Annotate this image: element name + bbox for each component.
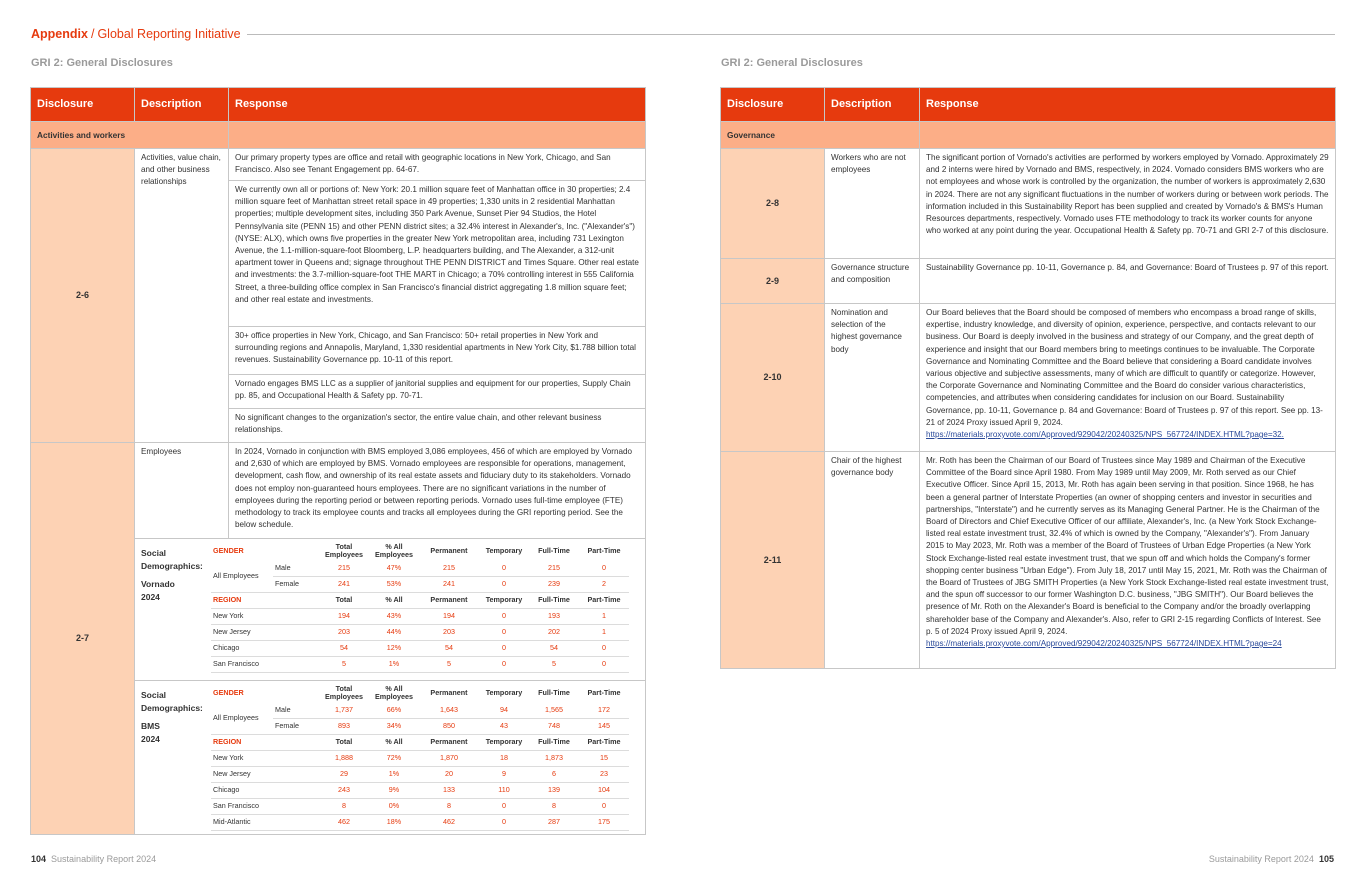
value-cell: 0 xyxy=(579,561,629,577)
value-cell: 18% xyxy=(369,815,419,831)
value-cell: 0 xyxy=(479,561,529,577)
header-cell: Full-Time xyxy=(529,735,579,751)
response-cell xyxy=(920,304,1336,452)
region-name: New York xyxy=(211,609,319,625)
value-cell: 172 xyxy=(579,703,629,719)
category-label: Governance xyxy=(721,122,920,149)
header-cell: % All xyxy=(369,735,419,751)
value-cell: 43 xyxy=(479,719,529,735)
header-cell: Temporary xyxy=(485,545,523,555)
value-cell: 9% xyxy=(369,783,419,799)
table-header-row xyxy=(31,88,646,122)
region-name: San Francisco xyxy=(211,657,319,673)
right-section-title: GRI 2: General Disclosures xyxy=(721,57,863,69)
value-cell: 0 xyxy=(479,815,529,831)
table-row xyxy=(31,443,646,539)
value-cell: 1% xyxy=(369,657,419,673)
category-row xyxy=(31,122,646,149)
value-cell: 54 xyxy=(319,641,369,657)
value-cell: 1,643 xyxy=(419,703,479,719)
category-label: Activities and workers xyxy=(31,122,229,149)
gender-label-cell: Female xyxy=(273,719,319,735)
value-cell: 72% xyxy=(369,751,419,767)
value-cell: 110 xyxy=(479,783,529,799)
value-cell: 1 xyxy=(579,609,629,625)
table-row xyxy=(721,149,1336,259)
header-cell: Total Employees xyxy=(325,541,363,559)
header-cell: Temporary xyxy=(479,735,529,751)
header-cell: Part-Time xyxy=(579,593,629,609)
response-text: Our Board believes that the Board should be composed of members who encompass a broad range of skills, expertise, industry knowledge, and diversity of opinion, experience, perspective, and contacts relevant to our business. Our Board is deeply involved in the business and strategy of our Company, and the great depth of experience and insight that our Board members bring to meetings continues to be invaluable. The Corporate Governance and Nominating Committee and the Board believe that considering a Board candidate involves various objective and subjective assessments, many of which are difficult to quantify or categorize. However, the Corporate Governance and Nominating Committee and the Board do consider various characteristics, competencies, and attributes when considering candidates for inclusion on our Board. Sustainability Governance, pp. 10-11, Governance p. 84 and Governance: Board of Trustees p. 97 of this report. See pp. 13-21 of 2024 Proxy issued April 9, 2024. xyxy=(926,308,1323,427)
disclosure-description: Activities, value chain, and other business relationships xyxy=(135,149,229,443)
region-row xyxy=(211,641,629,657)
value-cell: 1,888 xyxy=(319,751,369,767)
value-cell: 104 xyxy=(579,783,629,799)
demo-label-year: 2024 xyxy=(141,733,160,744)
header-cell: Temporary xyxy=(479,593,529,609)
header-cell: Full-Time xyxy=(538,687,570,697)
value-cell: 0 xyxy=(479,609,529,625)
demo-label-demographics: Demographics: xyxy=(141,560,203,571)
value-cell: 193 xyxy=(529,609,579,625)
value-cell: 202 xyxy=(529,625,579,641)
gender-row-male xyxy=(211,561,629,577)
demo-label-social: Social xyxy=(141,690,167,700)
header-cell: % All Employees xyxy=(375,541,413,559)
header-cell: % All xyxy=(369,593,419,609)
disclosure-description: Governance structure and composition xyxy=(825,259,920,304)
table-row xyxy=(721,304,1336,452)
value-cell: 54 xyxy=(529,641,579,657)
value-cell: 241 xyxy=(319,577,369,593)
value-cell: 215 xyxy=(419,561,479,577)
disclosure-description: Nomination and selection of the highest governance body xyxy=(825,304,920,452)
header-cell: Permanent xyxy=(430,545,468,555)
region-name: Mid-Atlantic xyxy=(211,815,319,831)
col-response: Response xyxy=(920,88,1336,122)
col-disclosure: Disclosure xyxy=(721,88,825,122)
header-cell: Permanent xyxy=(419,735,479,751)
value-cell: 139 xyxy=(529,783,579,799)
response-text: No significant changes to the organization's sector, the entire value chain, and other relevant business relationships. xyxy=(229,409,646,443)
response-text: Mr. Roth has been the Chairman of our Board of Trustees since May 1989 and Chairman of the Executive Committee of the Board since April 1980. From May 1989 until May 2009, Mr. Roth served as our Chief Executive Officer. Since April 15, 2013, Mr. Roth has again been serving in that position. Since 1968, he has been a general partner of Interstate Properties (an owner of shopping centers and investor in securities and partnerships, "Interstate") and he currently serves as its Managing General Partner. He is the Chairman of the Board of Directors and Chief Executive Officer of our affiliate, Alexander's, Inc. (a New York Stock Exchange-listed real estate investment trust, 32.4% of which is owned by the Company, "Alexander's"). From January 2015 to May 2023, Mr. Roth was a member of the Board of Trustees of Urban Edge Properties (a New York Stock Exchange-listed real estate investment trust, that we spun off and which holds the Company's former shopping center business "Urban Edge"). From July 18, 2017 until May 15, 2021, Mr. Roth was the Chairman of the Board of Trustees of JBG SMITH Properties (a New York Stock Exchange-listed real estate investment trust, and the spun off successor to our former Washington D.C. business, "JBG SMITH"). Our Board believes the presence of Mr. Roth on the Alexander's Board is beneficial to the Company and/or the broadly overlapping shareholder base of the Company and Alexander's. Also, refer to GRI 2-15 regarding Conflicts of Interest. See p. 5 of 2024 Proxy issued April 9, 2024. xyxy=(926,456,1329,636)
demographics-label xyxy=(135,539,211,673)
region-label: REGION xyxy=(211,593,319,609)
disclosure-code: 2-9 xyxy=(721,259,825,304)
value-cell: 54 xyxy=(419,641,479,657)
region-label: REGION xyxy=(211,735,319,751)
table-header-row xyxy=(721,88,1336,122)
proxy-link[interactable]: https://materials.proxyvote.com/Approved/929042/20240325/NPS_567724/INDEX.HTML?page=32. xyxy=(926,430,1284,440)
gender-label-cell: Female xyxy=(273,577,319,593)
gender-row-female xyxy=(211,719,629,735)
all-employees-label: All Employees xyxy=(211,561,273,593)
header-cell: Permanent xyxy=(419,593,479,609)
left-section-title: GRI 2: General Disclosures xyxy=(31,57,173,69)
right-footer xyxy=(1209,854,1334,864)
response-text: Our primary property types are office and retail with geographic locations in New York, Chicago, and San Francisco. Also see Tenant Engagement pp. 64-67. xyxy=(229,149,646,181)
header-cell: Part-Time xyxy=(587,545,621,555)
value-cell: 1,870 xyxy=(419,751,479,767)
value-cell: 23 xyxy=(579,767,629,783)
region-row xyxy=(211,767,629,783)
value-cell: 66% xyxy=(369,703,419,719)
response-text: Vornado engages BMS LLC as a supplier of janitorial supplies and equipment for our properties, Supply Chain pp. 85, and Occupational Health & Safety pp. 70-71. xyxy=(229,375,646,409)
value-cell: 94 xyxy=(479,703,529,719)
region-row xyxy=(211,815,629,831)
value-cell: 0 xyxy=(479,799,529,815)
region-header-row xyxy=(211,593,629,609)
value-cell: 29 xyxy=(319,767,369,783)
category-row xyxy=(721,122,1336,149)
demographics-cell-bms xyxy=(135,681,646,835)
demographics-table xyxy=(211,683,629,831)
header-cell: Full-Time xyxy=(538,545,570,555)
header-cell: Permanent xyxy=(430,687,468,697)
value-cell: 15 xyxy=(579,751,629,767)
value-cell: 18 xyxy=(479,751,529,767)
value-cell: 6 xyxy=(529,767,579,783)
value-cell: 5 xyxy=(419,657,479,673)
disclosure-description: Chair of the highest governance body xyxy=(825,452,920,669)
category-blank xyxy=(920,122,1336,149)
demographics-table xyxy=(211,541,629,673)
col-response: Response xyxy=(229,88,646,122)
region-name: Chicago xyxy=(211,783,319,799)
gender-label-cell: Male xyxy=(273,561,319,577)
value-cell: 0 xyxy=(479,577,529,593)
value-cell: 1,873 xyxy=(529,751,579,767)
value-cell: 0% xyxy=(369,799,419,815)
value-cell: 0 xyxy=(479,657,529,673)
response-text: The significant portion of Vornado's activities are performed by workers employed by Vornado. Approximately 29 and 2 interns were hired by Vornado and BMS, respectively, in 2024. Vornado considers BMS workers who are not employees and whose work is controlled by the organization, the number of workers is approximately 2,630 in 2024. There are not any significant fluctuations in the number of workers during or between work periods. The information included in this Sustainability Report has been supplied and created by Vornado's & BMS's Human Resources departments, respectively. Vornado uses FTE methodology to track its worker counts for anyone who worked at any point during the year. Occupational Health & Safety pp. 70-71 and GRI 2-7 of this disclosure. xyxy=(920,149,1336,259)
value-cell: 194 xyxy=(419,609,479,625)
region-row xyxy=(211,783,629,799)
left-footer xyxy=(31,854,156,864)
region-name: Chicago xyxy=(211,641,319,657)
header-section: Global Reporting Initiative xyxy=(97,27,241,41)
gender-label-cell: Male xyxy=(273,703,319,719)
value-cell: 175 xyxy=(579,815,629,831)
demo-label-year: 2024 xyxy=(141,591,160,602)
demo-label-org: Vornado xyxy=(141,579,175,589)
value-cell: 0 xyxy=(479,625,529,641)
region-name: New Jersey xyxy=(211,767,319,783)
table-row xyxy=(721,259,1336,304)
category-blank xyxy=(229,122,646,149)
demo-label-social: Social xyxy=(141,548,167,558)
col-description: Description xyxy=(825,88,920,122)
response-cell xyxy=(920,452,1336,669)
header-cell: Total xyxy=(319,593,369,609)
value-cell: 462 xyxy=(319,815,369,831)
header-cell: Part-Time xyxy=(587,687,621,697)
value-cell: 43% xyxy=(369,609,419,625)
value-cell: 241 xyxy=(419,577,479,593)
value-cell: 44% xyxy=(369,625,419,641)
value-cell: 12% xyxy=(369,641,419,657)
value-cell: 748 xyxy=(529,719,579,735)
demographics-cell-vornado xyxy=(135,539,646,681)
value-cell: 2 xyxy=(579,577,629,593)
value-cell: 1% xyxy=(369,767,419,783)
response-text: 30+ office properties in New York, Chicago, and San Francisco: 50+ retail properties in New York and surrounding regions and Annapolis, Maryland, 1,330 residential apartments in New York City, $1.788 billion total revenues. Sustainability Governance pp. 10-11 of this report. xyxy=(229,327,646,375)
demo-label-demographics: Demographics: xyxy=(141,702,203,713)
response-text: Sustainability Governance pp. 10-11, Governance p. 84, and Governance: Board of Trustees p. 97 of this report. xyxy=(920,259,1336,304)
value-cell: 133 xyxy=(419,783,479,799)
value-cell: 5 xyxy=(529,657,579,673)
gender-header-row xyxy=(211,683,629,703)
page-header xyxy=(31,26,1335,42)
value-cell: 1,565 xyxy=(529,703,579,719)
col-disclosure: Disclosure xyxy=(31,88,135,122)
response-text: We currently own all or portions of: New York: 20.1 million square feet of Manhattan office in 30 properties; 2.4 million square feet of Manhattan street retail space in 49 properties; 1,330 units in 2 residential Manhattan properties; multiple development sites, including 350 Park Avenue, Sunset Pier 94 Studios, the Hotel Pennsylvania site (PENN 15) and other PENN district sites; a 32.4% interest in Alexander's, Inc. ("Alexander's") (NYSE: ALX), which owns five properties in the greater New York metropolitan area, including 731 Lexington Avenue, the 1.1-million-square-foot Bloomberg, L.P. headquarters building, and The Alexander, a 312-unit apartment tower in Queens and; signage throughout THE PENN DISTRICT and Times Square. Other real estate and investments: the 3.7-million-square-foot THE MART in Chicago; a 70% controlling interest in 555 California Street, a three-building office complex in San Francisco's financial district aggregating 1.8 million square feet; and other real estate and investments. xyxy=(229,181,646,327)
header-cell: Part-Time xyxy=(579,735,629,751)
value-cell: 145 xyxy=(579,719,629,735)
value-cell: 243 xyxy=(319,783,369,799)
header-separator: / xyxy=(90,27,95,41)
disclosure-code: 2-8 xyxy=(721,149,825,259)
region-row xyxy=(211,799,629,815)
value-cell: 0 xyxy=(579,799,629,815)
value-cell: 53% xyxy=(369,577,419,593)
gender-row-male xyxy=(211,703,629,719)
header-cell: Temporary xyxy=(485,687,523,697)
value-cell: 215 xyxy=(319,561,369,577)
demo-label-org: BMS xyxy=(141,721,160,731)
region-row xyxy=(211,625,629,641)
value-cell: 8 xyxy=(419,799,479,815)
header-cell: Full-Time xyxy=(529,593,579,609)
value-cell: 462 xyxy=(419,815,479,831)
value-cell: 1,737 xyxy=(319,703,369,719)
value-cell: 8 xyxy=(529,799,579,815)
gender-label: GENDER xyxy=(213,687,244,697)
value-cell: 9 xyxy=(479,767,529,783)
table-row xyxy=(721,452,1336,669)
right-page-number: 105 xyxy=(1318,854,1334,864)
right-disclosure-table xyxy=(720,87,1336,669)
header-cell: Total xyxy=(319,735,369,751)
region-row xyxy=(211,657,629,673)
value-cell: 287 xyxy=(529,815,579,831)
value-cell: 0 xyxy=(579,657,629,673)
left-page-number: 104 xyxy=(31,854,47,864)
gender-header-row xyxy=(211,541,629,561)
value-cell: 203 xyxy=(319,625,369,641)
gender-row-female xyxy=(211,577,629,593)
left-footer-title: Sustainability Report 2024 xyxy=(51,854,157,864)
header-rule xyxy=(247,34,1335,35)
value-cell: 8 xyxy=(319,799,369,815)
col-description: Description xyxy=(135,88,229,122)
header-appendix[interactable]: Appendix xyxy=(31,27,88,41)
region-header-row xyxy=(211,735,629,751)
region-name: San Francisco xyxy=(211,799,319,815)
all-employees-label: All Employees xyxy=(211,703,273,735)
proxy-link[interactable]: https://materials.proxyvote.com/Approved/929042/20240325/NPS_567724/INDEX.HTML?page=24 xyxy=(926,639,1282,649)
value-cell: 239 xyxy=(529,577,579,593)
table-row xyxy=(31,149,646,181)
value-cell: 47% xyxy=(369,561,419,577)
disclosure-code: 2-7 xyxy=(31,443,135,835)
disclosure-description: Workers who are not employees xyxy=(825,149,920,259)
value-cell: 215 xyxy=(529,561,579,577)
region-row xyxy=(211,751,629,767)
value-cell: 20 xyxy=(419,767,479,783)
value-cell: 0 xyxy=(479,641,529,657)
region-name: New York xyxy=(211,751,319,767)
left-disclosure-table xyxy=(30,87,646,835)
disclosure-description: Employees xyxy=(135,443,229,539)
response-text: In 2024, Vornado in conjunction with BMS employed 3,086 employees, 456 of which are employed by Vornado and 2,630 of which are employed by BMS. Vornado employees are responsible for operations, management, development, cash flow, and ownership of its real estate assets and fiduciary duty to its stakeholders. Vornado does not employ non-guaranteed hours employees. There are no significant variations in the number of employees during the reporting period or between reporting periods. Vornado uses full-time employee (FTE) methodology to track its employee counts and tracks all employees during the GRI reporting period. See the below schedule. xyxy=(229,443,646,539)
demographics-label xyxy=(135,681,211,831)
disclosure-code: 2-10 xyxy=(721,304,825,452)
header-cell: % All Employees xyxy=(375,683,413,701)
disclosure-code: 2-6 xyxy=(31,149,135,443)
region-row xyxy=(211,609,629,625)
value-cell: 0 xyxy=(579,641,629,657)
gender-label: GENDER xyxy=(213,545,244,555)
value-cell: 203 xyxy=(419,625,479,641)
value-cell: 1 xyxy=(579,625,629,641)
value-cell: 850 xyxy=(419,719,479,735)
value-cell: 5 xyxy=(319,657,369,673)
header-cell: Total Employees xyxy=(325,683,363,701)
region-name: New Jersey xyxy=(211,625,319,641)
value-cell: 194 xyxy=(319,609,369,625)
value-cell: 893 xyxy=(319,719,369,735)
right-footer-title: Sustainability Report 2024 xyxy=(1208,854,1314,864)
value-cell: 34% xyxy=(369,719,419,735)
disclosure-code: 2-11 xyxy=(721,452,825,669)
